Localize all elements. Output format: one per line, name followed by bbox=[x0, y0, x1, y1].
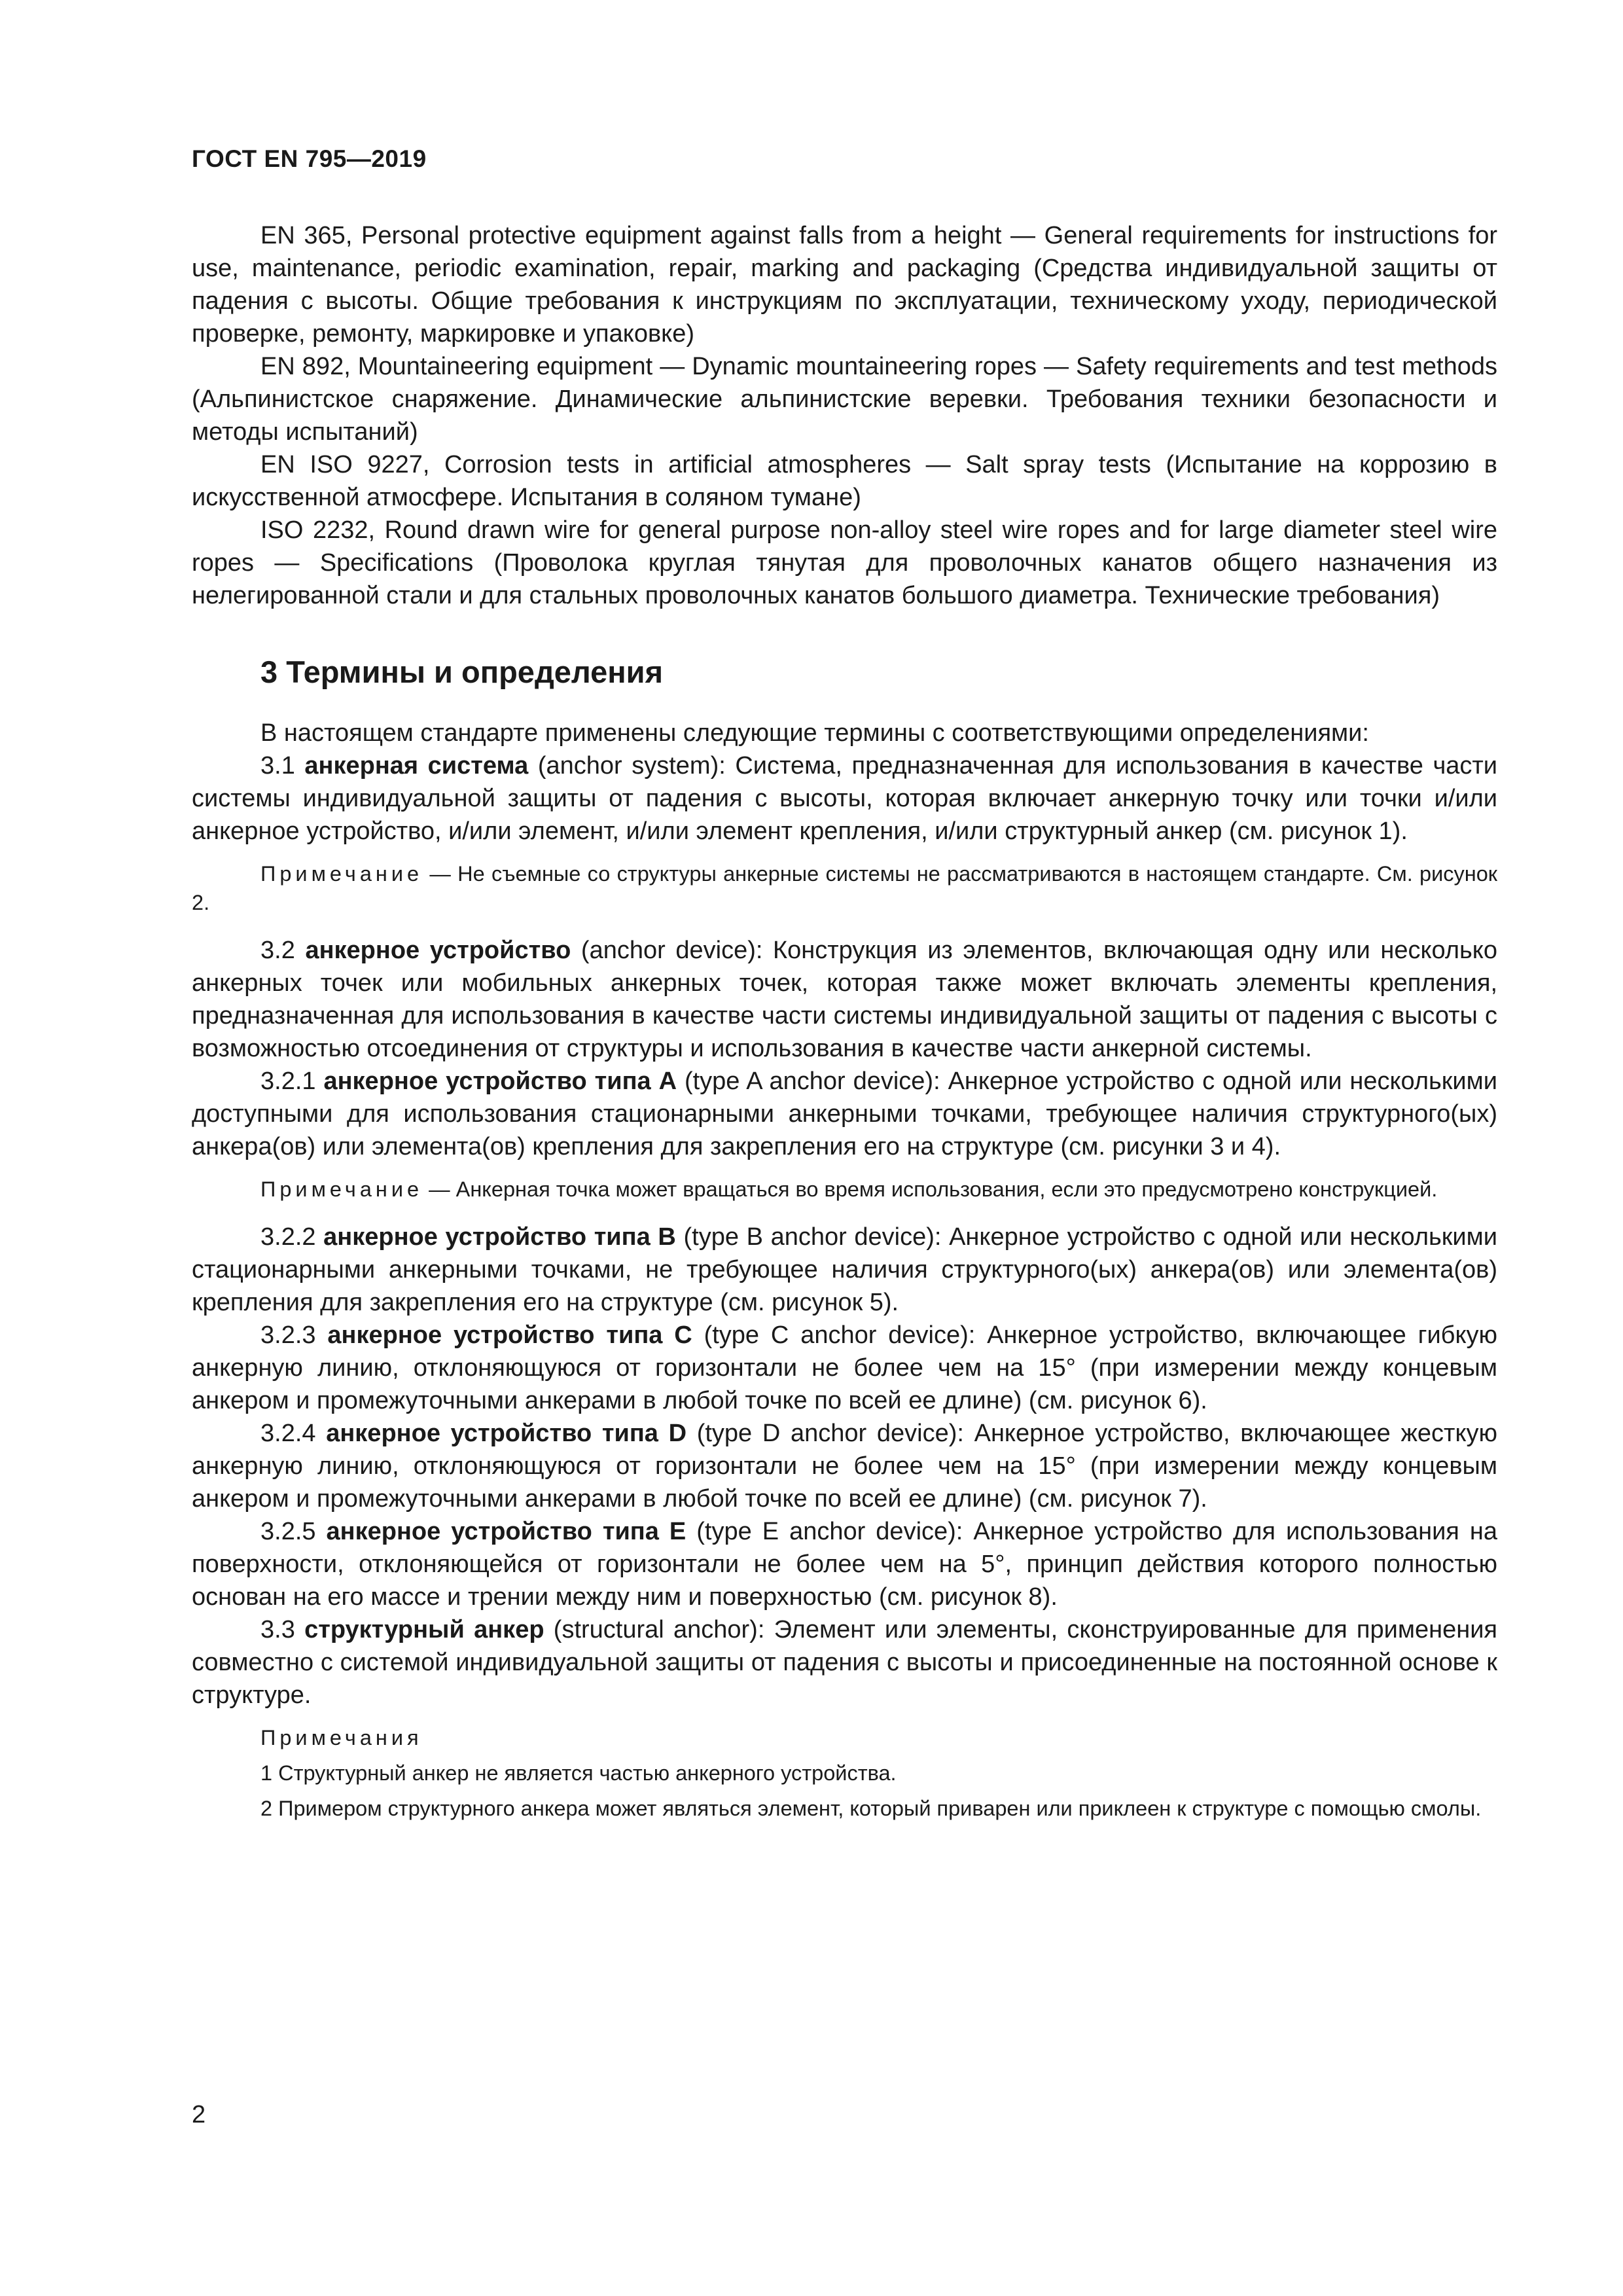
note-1: Примечание — Не съемные со структуры анкерные системы не рассматриваются в настоящем стандарте. См. рисунок 2. bbox=[192, 862, 1497, 914]
term-name: анкерное устройство типа А bbox=[323, 1067, 677, 1095]
reference-iso-2232: ISO 2232, Round drawn wire for general purpose non-alloy steel wire ropes and for large diameter steel wire ropes — Specifications (Проволока круглая тянутая для проволочных канатов общего назначения из нелегированной стали и для стальных проволочных канатов большого диаметра. Технические требования) bbox=[192, 516, 1497, 609]
section-title: 3 Термины и определения bbox=[260, 655, 663, 689]
document-body bbox=[192, 219, 1497, 1823]
term-3-2-5: 3.2.5 анкерное устройство типа E (type E anchor device): Анкерное устройство для использования на поверхности, отклоняющейся от горизонтали не более чем на 5°, принцип действия которого полностью основан на его массе и трении между ним и поверхностью (см. рисунок 8). bbox=[192, 1518, 1497, 1611]
term-3-2-2: 3.2.2 анкерное устройство типа В (type B anchor device): Анкерное устройство с одной или несколькими стационарными анкерными точками, не требующее наличия структурного(ых) анкера(ов) или элемента(ов) крепления для закрепления его на структуре (см. рисунок 5). bbox=[192, 1223, 1497, 1316]
term-3-1: 3.1 анкерная система (anchor system): Система, предназначенная для использования в качестве части системы индивидуальной защиты от падения с высоты, которая включает анкерную точку или точки и/или анкерное устройство, и/или элемент, и/или элемент крепления, и/или структурный анкер (см. рисунок 1). bbox=[192, 752, 1498, 845]
term-3-3: 3.3 структурный анкер (structural anchor): Элемент или элементы, сконструированные для применения совместно с системой индивидуальной защиты от падения с высоты и присоединенные на постоянной основе к структуре. bbox=[192, 1616, 1497, 1709]
note-label: Примечание bbox=[260, 862, 423, 886]
term-name: анкерное устройство типа E bbox=[326, 1518, 687, 1545]
note-label: Примечание bbox=[260, 1177, 423, 1201]
term-name: анкерное устройство bbox=[305, 937, 571, 964]
reference-en892: EN 892, Mountaineering equipment — Dynamic mountaineering ropes — Safety requirements and test methods (Альпинистское снаряжение. Динамические альпинистские веревки. Требования техники безопасности и методы испытаний) bbox=[192, 353, 1497, 446]
term-3-2-1: 3.2.1 анкерное устройство типа А (type A anchor device): Анкерное устройство с одной или несколькими доступными для использования стационарными анкерными точками, требующее наличия структурного(ых) анкера(ов) или элемента(ов) крепления для закрепления его на структуре (см. рисунки 3 и 4). bbox=[192, 1067, 1497, 1160]
section-intro: В настоящем стандарте применены следующие термины с соответствующими определениями: bbox=[260, 719, 1369, 747]
note-2: Примечание — Анкерная точка может вращаться во время использования, если это предусмотрено конструкцией. bbox=[260, 1177, 1438, 1201]
term-name: анкерная система bbox=[304, 752, 529, 780]
notes-3-item-1: 1 Структурный анкер не является частью анкерного устройства. bbox=[260, 1761, 897, 1785]
term-3-2: 3.2 анкерное устройство (anchor device): Конструкция из элементов, включающая одну или несколько анкерных точек или мобильных анкерных точек, которая также может включать элементы крепления, предназначенная для использования в качестве части системы индивидуальной защиты от падения с высоты с возможностью отсоединения от структуры и использования в качестве части анкерной системы. bbox=[192, 937, 1497, 1062]
notes-3-label: Примечания bbox=[260, 1726, 423, 1749]
term-name: структурный анкер bbox=[304, 1616, 544, 1643]
term-name: анкерное устройство типа С bbox=[327, 1321, 692, 1349]
page-number: 2 bbox=[192, 2101, 206, 2128]
term-3-2-4: 3.2.4 анкерное устройство типа D (type D anchor device): Анкерное устройство, включающее жесткую анкерную линию, отклоняющуюся от горизонтали не более чем на 15° (при измерении между концевым анкером и промежуточными анкерами в любой точке по всей ее длине) (см. рисунок 7). bbox=[192, 1420, 1498, 1513]
term-name: анкерное устройство типа В bbox=[323, 1223, 676, 1251]
reference-en365: EN 365, Personal protective equipment against falls from a height — General requirements for instructions for use, maintenance, periodic examination, repair, marking and packaging (Средства индивидуальной защиты от падения с высоты. Общие требования к инструкциям по эксплуатации, техническому уходу, периодической проверке, ремонту, маркировке и упаковке) bbox=[192, 222, 1497, 348]
notes-3-item-2: 2 Примером структурного анкера может являться элемент, который приварен или приклеен к структуре с помощью смолы. bbox=[260, 1797, 1482, 1820]
term-name: анкерное устройство типа D bbox=[326, 1420, 687, 1447]
reference-en-iso-9227: EN ISO 9227, Corrosion tests in artificial atmospheres — Salt spray tests (Испытание на коррозию в искусственной атмосфере. Испытания в соляном тумане) bbox=[192, 451, 1497, 511]
document-header: ГОСТ EN 795—2019 bbox=[192, 145, 427, 172]
term-3-2-3: 3.2.3 анкерное устройство типа С (type C anchor device): Анкерное устройство, включающее гибкую анкерную линию, отклоняющуюся от горизонтали не более чем на 15° (при измерении между концевым анкером и промежуточными анкерами в любой точке по всей ее длине) (см. рисунок 6). bbox=[192, 1321, 1497, 1414]
